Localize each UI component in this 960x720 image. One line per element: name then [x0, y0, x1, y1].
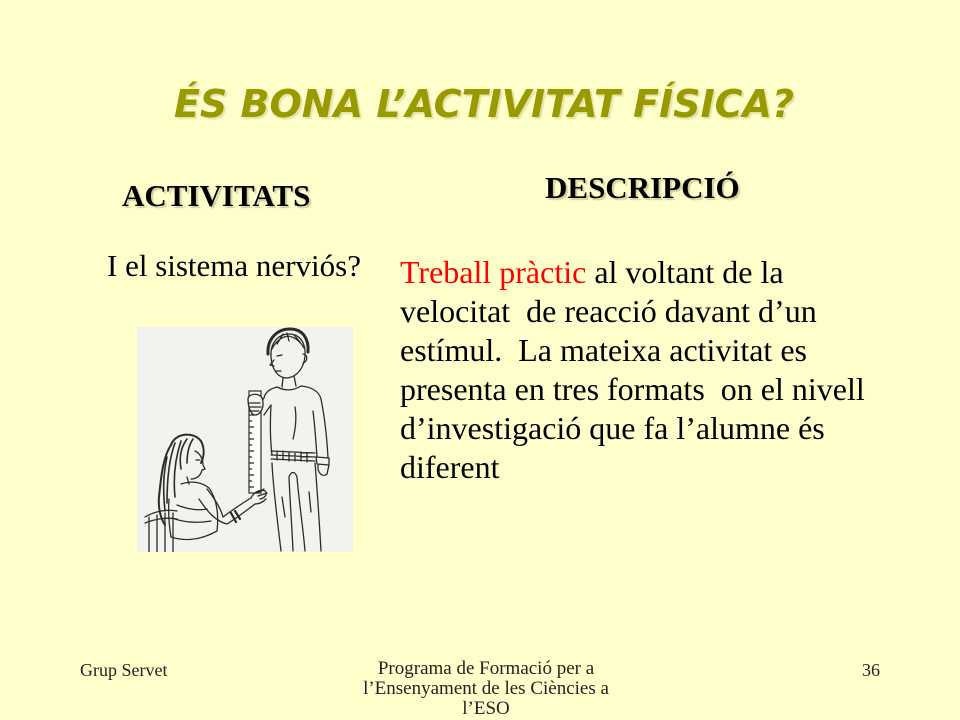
description-line-text: al voltant de la — [586, 254, 784, 290]
description-line: estímul. La mateixa activitat es — [400, 332, 807, 368]
footer-program — [336, 659, 636, 719]
description-heading: DESCRIPCIÓ — [545, 170, 740, 205]
description-paragraph — [400, 253, 865, 487]
description-line — [400, 253, 865, 292]
description-highlight: Treball pràctic — [400, 254, 587, 290]
footer-author: Grup Servet — [80, 660, 168, 680]
description-line: diferent — [400, 449, 500, 485]
description-line: velocitat de reacció davant d’un — [400, 293, 817, 329]
slide-title: ÉS BONA L’ACTIVITAT FÍSICA? — [173, 82, 795, 126]
description-line: d’investigació que fa l’alumne és — [400, 410, 825, 446]
description-line: presenta en tres formats on el nivell — [400, 371, 865, 407]
footer-program-line: l’Ensenyament de les Ciències a — [363, 678, 609, 699]
footer-program-line: Programa de Formació per a — [377, 658, 595, 679]
footer-program-line: l’ESO — [462, 698, 510, 719]
nervous-system-question: I el sistema nerviós? — [107, 248, 361, 283]
page-number: 36 — [862, 660, 880, 680]
activities-heading: ACTIVITATS — [122, 178, 311, 213]
illustration — [137, 327, 353, 552]
